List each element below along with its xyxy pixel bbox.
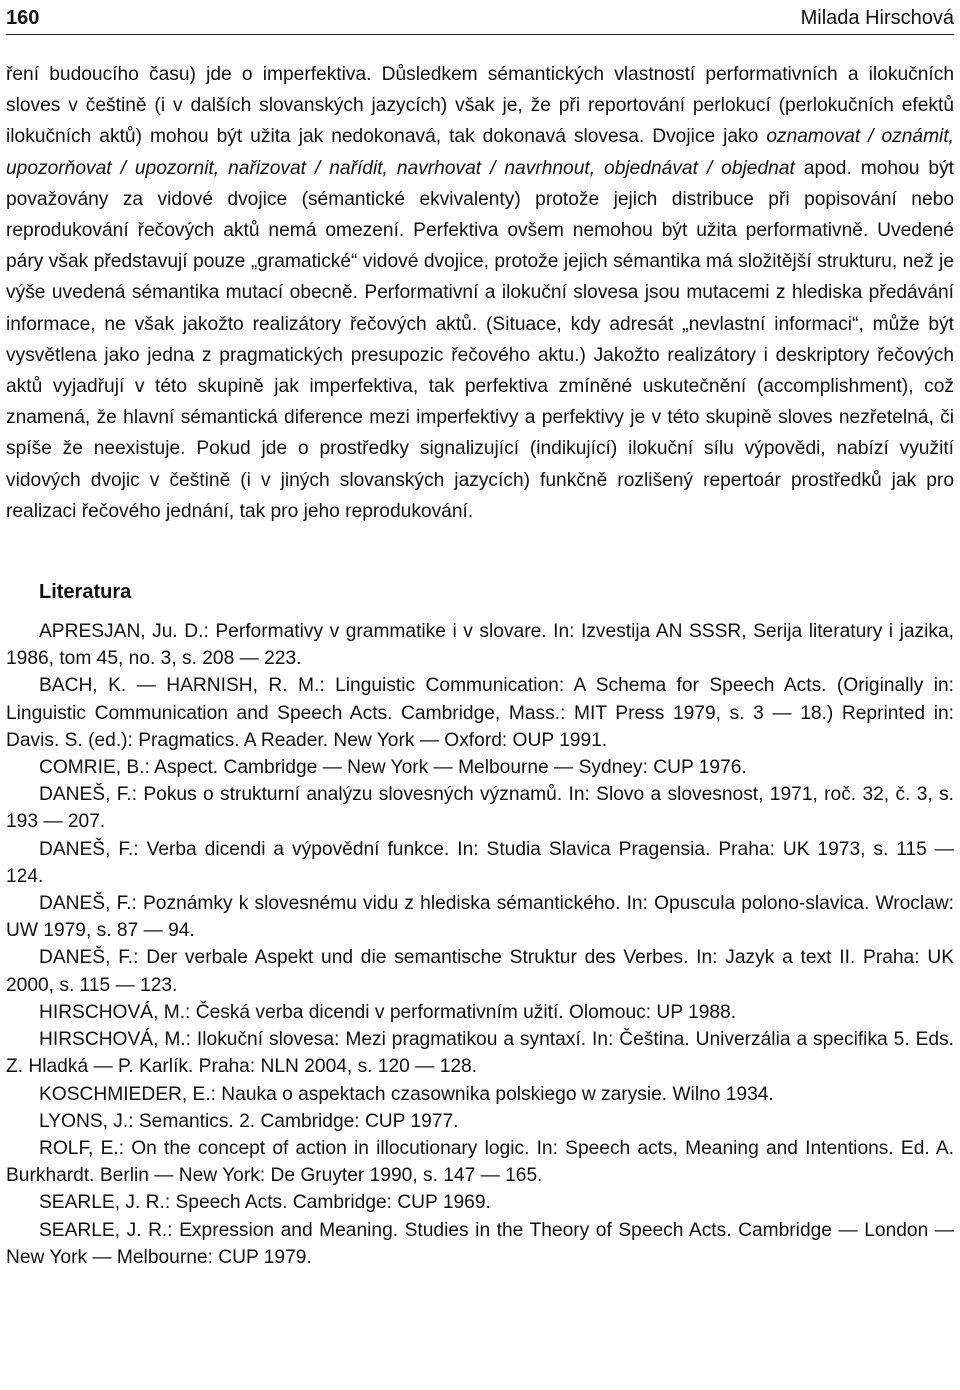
literature-heading: Literatura <box>39 581 132 604</box>
body-paragraph <box>6 59 954 527</box>
body-text <box>6 59 954 527</box>
reference-item: ROLF, E.: On the concept of action in illocutionary logic. In: Speech acts, Meaning and Intentions. Ed. A. Burkhardt. Berlin — New York: De Gruyter 1990, s. 147 — 165. <box>6 1137 954 1187</box>
running-head <box>6 0 954 35</box>
running-head-author: Milada Hirschová <box>800 7 954 29</box>
reference-item: APRESJAN, Ju. D.: Performativy v grammatike i v slovare. In: Izvestija AN SSSR, Serija literatury i jazika, 1986, tom 45, no. 3, s. 208 — 223. <box>6 621 954 670</box>
reference-item: KOSCHMIEDER, E.: Nauka o aspektach czasownika polskiego w zarysie. Wilno 1934. <box>39 1083 774 1105</box>
body-text-part-1: ření budoucího času) jde o imperfektiva. Důsledkem sémantických vlastností performativních a ilokučních sloves v češtině (i v dalších slovanských jazycích) však je, že při reportování perlokucí (perlokučních efektů ilokučních aktů) mohou být užita jak nedokonavá, tak dokonavá slovesa. Dvojice jako <box>6 64 954 148</box>
reference-item: COMRIE, B.: Aspect. Cambridge — New York — Melbourne — Sydney: CUP 1976. <box>39 757 747 779</box>
body-text-italic-examples: oznamovat / oznámit, upozorňovat / upozornit, nařizovat / nařídit, navrhovat / navrhnout, objednávat / objednat <box>6 126 954 179</box>
reference-item: DANEŠ, F.: Verba dicendi a výpovědní funkce. In: Studia Slavica Pragensia. Praha: UK 1973, s. 115 — 124. <box>6 838 954 887</box>
reference-item: BACH, K. — HARNISH, R. M.: Linguistic Communication: A Schema for Speech Acts. (Originally in: Linguistic Communication and Speech Acts. Cambridge, Mass.: MIT Press 1979, s. 3 — 18.) Reprinted in: Davis. S. (ed.): Pragmatics. A Reader. New York — Oxford: OUP 1991. <box>6 675 954 751</box>
body-text-part-2: apod. mohou být považovány za vidové dvojice (sémantické ekvivalenty) protože jejich distribuce při popisování nebo reprodukování řečových aktů nemá omezení. Perfektiva ovšem nemohou být užita performativně. Uvedené páry však představují pouze „gramatické“ vidové dvojice, protože jejich sémantika má složitější strukturu, než je výše uvedená sémantika mutací obecně. Performativní a ilokuční slovesa jsou mutacemi z hlediska předávání informace, ne však jakožto realizátory řečových aktů. (Situace, kdy adresát „nevlastní informaci“, může být vysvětlena jako jedna z pragmatických presupozic řečového aktu.) Jakožto realizátory i deskriptory řečových aktů vyjadřují v této skupině jak imperfektiva, tak perfektiva zmíněné uskutečnění (accomplishment), což znamená, že hlavní sémantická diference mezi imperfektivy a perfektivy je v této skupině sloves nezřetelná, či spíše že neexistuje. Pokud jde o prostředky signalizující (indikující) ilokuční sílu výpovědi, nabízí využití vidových dvojic v češtině (i v jiných slovanských jazycích) funkčně rozlišený repertoár prostředků jak pro realizaci řečového jednání, tak pro jeho reprodukování. <box>6 157 954 522</box>
reference-item: HIRSCHOVÁ, M.: Česká verba dicendi v performativním užití. Olomouc: UP 1988. <box>39 1001 737 1023</box>
reference-item: SEARLE, J. R.: Speech Acts. Cambridge: CUP 1969. <box>39 1192 491 1214</box>
reference-item: DANEŠ, F.: Pokus o strukturní analýzu slovesných významů. In: Slovo a slovesnost, 1971, roč. 32, č. 3, s. 193 — 207. <box>6 784 954 833</box>
reference-item: HIRSCHOVÁ, M.: Ilokuční slovesa: Mezi pragmatikou a syntaxí. In: Čeština. Univerzália a specifika 5. Eds. Z. Hladká — P. Karlík. Praha: NLN 2004, s. 120 — 128. <box>6 1029 954 1078</box>
reference-item: SEARLE, J. R.: Expression and Meaning. Studies in the Theory of Speech Acts. Cambridge — London — New York — Melbourne: CUP 1979. <box>6 1219 954 1268</box>
reference-item: LYONS, J.: Semantics. 2. Cambridge: CUP 1977. <box>39 1110 459 1132</box>
reference-list <box>6 618 954 1271</box>
reference-item: DANEŠ, F.: Poznámky k slovesnému vidu z hlediska sémantického. In: Opuscula polono-slavica. Wroclaw: UW 1979, s. 87 — 94. <box>6 893 954 942</box>
reference-item: DANEŠ, F.: Der verbale Aspekt und die semantische Struktur des Verbes. In: Jazyk a text II. Praha: UK 2000, s. 115 — 123. <box>6 947 954 996</box>
page-number: 160 <box>6 7 40 29</box>
